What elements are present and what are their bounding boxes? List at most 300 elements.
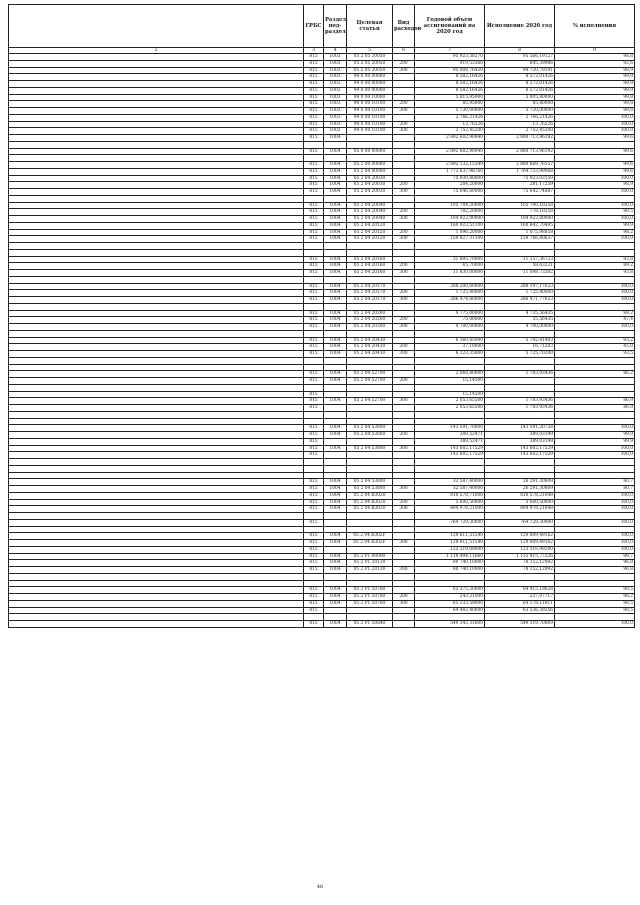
- row-name: [9, 87, 304, 94]
- annual-amount: 2 892 132,15349: [415, 162, 485, 169]
- section-code: 1003: [324, 87, 347, 94]
- grbs-code: 815: [304, 108, 324, 115]
- section-code: [324, 357, 347, 364]
- expense-type: 200: [393, 121, 415, 128]
- section-code: [324, 546, 347, 553]
- row-name: [9, 486, 304, 493]
- expense-type: [393, 276, 415, 283]
- target-article: 99 0 00 10100: [347, 114, 393, 121]
- execution-percent: 98,8: [555, 54, 635, 61]
- executed-amount: [485, 195, 555, 202]
- table-row: [9, 135, 635, 142]
- table-row: [9, 526, 635, 533]
- annual-amount: 75,00000: [415, 317, 485, 324]
- grbs-code: 815: [304, 60, 324, 67]
- execution-percent: [555, 330, 635, 337]
- expense-type: [393, 533, 415, 540]
- executed-amount: 129 809,49162: [485, 540, 555, 547]
- table-row: [9, 229, 635, 236]
- target-article: 05 2 00 00000: [347, 162, 393, 169]
- executed-amount: 13,76226: [485, 121, 555, 128]
- execution-percent: 89,2: [555, 263, 635, 270]
- grbs-code: 815: [304, 533, 324, 540]
- row-name: [9, 310, 304, 317]
- annual-amount: [415, 141, 485, 148]
- header-name: [9, 5, 304, 48]
- table-row: [9, 297, 635, 304]
- row-name: [9, 229, 304, 236]
- section-code: [324, 438, 347, 445]
- row-name: [9, 324, 304, 331]
- expense-type: [393, 202, 415, 209]
- annual-amount: [415, 195, 485, 202]
- grbs-code: [304, 513, 324, 520]
- annual-amount: [415, 459, 485, 466]
- section-code: 1003: [324, 128, 347, 135]
- target-article: [347, 614, 393, 621]
- execution-percent: [555, 459, 635, 466]
- execution-percent: 98,5: [555, 587, 635, 594]
- expense-type: 200: [393, 290, 415, 297]
- target-article: 05 0 00 00000: [347, 148, 393, 155]
- target-article: 05 2 04 20120: [347, 229, 393, 236]
- execution-percent: [555, 303, 635, 310]
- table-row: [9, 472, 635, 479]
- table-row: [9, 256, 635, 263]
- column-number: 6: [393, 48, 415, 54]
- grbs-code: 815: [304, 594, 324, 601]
- table-row: [9, 465, 635, 472]
- row-name: [9, 283, 304, 290]
- row-name: [9, 526, 304, 533]
- column-number: 3: [304, 48, 324, 54]
- section-code: 1004: [324, 135, 347, 142]
- annual-amount: [415, 573, 485, 580]
- row-name: [9, 256, 304, 263]
- table-row: [9, 580, 635, 587]
- section-code: [324, 141, 347, 148]
- row-name: [9, 270, 304, 277]
- annual-amount: 105 704,20000: [415, 202, 485, 209]
- expense-type: [393, 459, 415, 466]
- section-code: 1004: [324, 594, 347, 601]
- grbs-code: 815: [304, 519, 324, 526]
- row-name: [9, 506, 304, 513]
- section-code: 1004: [324, 540, 347, 547]
- grbs-code: 815: [304, 506, 324, 513]
- execution-percent: 99,6: [555, 162, 635, 169]
- grbs-code: 815: [304, 256, 324, 263]
- expense-type: [393, 384, 415, 391]
- table-row: [9, 324, 635, 331]
- execution-percent: 99,8: [555, 108, 635, 115]
- execution-percent: 92,6: [555, 60, 635, 67]
- target-article: 05 2 04 53800: [347, 486, 393, 493]
- target-article: 05 2 P1 20130: [347, 567, 393, 574]
- target-article: 05 2 P1 50840: [347, 621, 393, 628]
- table-row: [9, 513, 635, 520]
- target-article: 05 2 P1 50780: [347, 600, 393, 607]
- executed-amount: [485, 364, 555, 371]
- table-row: [9, 74, 635, 81]
- annual-amount: [415, 249, 485, 256]
- header-annual-volume: Годовой объем ассигнований на 2020 год: [415, 5, 485, 48]
- grbs-code: 815: [304, 344, 324, 351]
- expense-type: [393, 580, 415, 587]
- table-row: [9, 607, 635, 614]
- target-article: 05 2 04 00000: [347, 168, 393, 175]
- grbs-code: 815: [304, 182, 324, 189]
- target-article: 05 2 04 20040: [347, 202, 393, 209]
- executed-amount: 5 600,50000: [485, 499, 555, 506]
- grbs-code: 815: [304, 492, 324, 499]
- annual-amount: 1 725,40000: [415, 290, 485, 297]
- execution-percent: [555, 418, 635, 425]
- table-row: [9, 114, 635, 121]
- section-code: 1004: [324, 216, 347, 223]
- expense-type: [393, 330, 415, 337]
- target-article: 99 0 00 10100: [347, 121, 393, 128]
- section-code: 1004: [324, 189, 347, 196]
- target-article: [347, 249, 393, 256]
- table-row: [9, 614, 635, 621]
- grbs-code: 815: [304, 135, 324, 142]
- execution-percent: 99,9: [555, 432, 635, 439]
- annual-amount: 243,31000: [415, 594, 485, 601]
- table-row: [9, 236, 635, 243]
- target-article: 99 0 00 10100: [347, 108, 393, 115]
- annual-amount: 1 119 494,11660: [415, 553, 485, 560]
- grbs-code: 815: [304, 452, 324, 459]
- annual-amount: 288 200,60000: [415, 283, 485, 290]
- expense-type: [393, 472, 415, 479]
- execution-percent: [555, 357, 635, 364]
- target-article: 05 2 04 20170: [347, 290, 393, 297]
- table-row: [9, 364, 635, 371]
- section-code: 1004: [324, 202, 347, 209]
- table-row: [9, 162, 635, 169]
- grbs-code: [304, 155, 324, 162]
- annual-amount: [415, 580, 485, 587]
- row-name: [9, 263, 304, 270]
- annual-amount: 2 766,21426: [415, 114, 485, 121]
- grbs-code: 815: [304, 371, 324, 378]
- expense-type: 300: [393, 297, 415, 304]
- expense-type: [393, 168, 415, 175]
- target-article: 05 2 04 53800: [347, 432, 393, 439]
- annual-amount: [415, 357, 485, 364]
- execution-percent: [555, 384, 635, 391]
- table-row: [9, 519, 635, 526]
- grbs-code: [304, 303, 324, 310]
- table-row: [9, 567, 635, 574]
- annual-amount: 8 582,16426: [415, 74, 485, 81]
- table-row: [9, 587, 635, 594]
- execution-percent: 100,0: [555, 114, 635, 121]
- section-code: 1004: [324, 432, 347, 439]
- target-article: [347, 607, 393, 614]
- annual-amount: [415, 411, 485, 418]
- expense-type: [393, 526, 415, 533]
- execution-percent: 99,6: [555, 168, 635, 175]
- section-code: 1004: [324, 162, 347, 169]
- grbs-code: [304, 276, 324, 283]
- table-row: [9, 486, 635, 493]
- executed-amount: [485, 330, 555, 337]
- table-row: [9, 209, 635, 216]
- target-article: 05 2 04 20040: [347, 209, 393, 216]
- annual-amount: 104 922,00000: [415, 216, 485, 223]
- annual-amount: 143 602,17529: [415, 445, 485, 452]
- expense-type: [393, 195, 415, 202]
- expense-type: [393, 452, 415, 459]
- target-article: 99 0 00 00000: [347, 74, 393, 81]
- expense-type: 300: [393, 216, 415, 223]
- execution-percent: 100,0: [555, 621, 635, 628]
- table-row: [9, 317, 635, 324]
- execution-percent: 93,2: [555, 337, 635, 344]
- header-percent: % исполнения: [555, 5, 635, 48]
- row-name: [9, 479, 304, 486]
- expense-type: [393, 54, 415, 61]
- table-row: [9, 81, 635, 88]
- executed-amount: 105 700,10258: [485, 202, 555, 209]
- expense-type: [393, 135, 415, 142]
- row-name: [9, 182, 304, 189]
- executed-amount: 104 922,00000: [485, 216, 555, 223]
- target-article: 05 2 05 20050: [347, 54, 393, 61]
- annual-amount: 95 008,76420: [415, 67, 485, 74]
- annual-amount: 5 815,95000: [415, 94, 485, 101]
- row-name: [9, 432, 304, 439]
- table-row: [9, 540, 635, 547]
- section-code: 1004: [324, 222, 347, 229]
- table-row: [9, 553, 635, 560]
- execution-percent: 100,0: [555, 540, 635, 547]
- table-row: [9, 121, 635, 128]
- executed-amount: 95 566,19127: [485, 54, 555, 61]
- section-code: [324, 330, 347, 337]
- row-name: [9, 519, 304, 526]
- annual-amount: 2 892 602,90940: [415, 148, 485, 155]
- executed-amount: 2 880 669,76557: [485, 162, 555, 169]
- row-name: [9, 128, 304, 135]
- target-article: [347, 155, 393, 162]
- expense-type: 300: [393, 270, 415, 277]
- table-row: [9, 222, 635, 229]
- annual-amount: 549 343,31600: [415, 621, 485, 628]
- annual-amount: 286 474,80000: [415, 297, 485, 304]
- expense-type: 300: [393, 108, 415, 115]
- document-page: [8, 4, 634, 864]
- section-code: 1004: [324, 560, 347, 567]
- row-name: [9, 587, 304, 594]
- table-row: [9, 573, 635, 580]
- annual-amount: 123 319,09000: [415, 546, 485, 553]
- execution-percent: 98,9: [555, 182, 635, 189]
- expense-type: 200: [393, 317, 415, 324]
- row-name: [9, 425, 304, 432]
- executed-amount: 237,07717: [485, 594, 555, 601]
- section-code: 1004: [324, 290, 347, 297]
- executed-amount: 35,56435: [485, 317, 555, 324]
- expense-type: 300: [393, 128, 415, 135]
- target-article: 05 2 04 52700: [347, 398, 393, 405]
- execution-percent: 99,9: [555, 87, 635, 94]
- annual-amount: 810 578,71000: [415, 492, 485, 499]
- annual-amount: 1 096,20000: [415, 229, 485, 236]
- executed-amount: 288 197,17623: [485, 283, 555, 290]
- section-code: [324, 303, 347, 310]
- table-row: [9, 594, 635, 601]
- row-name: [9, 351, 304, 358]
- target-article: [347, 364, 393, 371]
- expense-type: [393, 256, 415, 263]
- annual-amount: [415, 364, 485, 371]
- row-name: [9, 540, 304, 547]
- grbs-code: 815: [304, 425, 324, 432]
- grbs-code: 815: [304, 310, 324, 317]
- section-code: 1004: [324, 587, 347, 594]
- section-code: 1004: [324, 263, 347, 270]
- expense-type: [393, 249, 415, 256]
- grbs-code: 815: [304, 499, 324, 506]
- header-expense-type: Вид расходов: [393, 5, 415, 48]
- section-code: [324, 195, 347, 202]
- annual-amount: 129 811,51540: [415, 540, 485, 547]
- section-code: 1003: [324, 60, 347, 67]
- target-article: 05 2 04 20030: [347, 175, 393, 182]
- section-code: 1004: [324, 600, 347, 607]
- section-code: 1004: [324, 371, 347, 378]
- executed-amount: 123 316,99200: [485, 546, 555, 553]
- section-code: 1004: [324, 317, 347, 324]
- grbs-code: 815: [304, 162, 324, 169]
- grbs-code: 815: [304, 297, 324, 304]
- target-article: [347, 472, 393, 479]
- grbs-code: [304, 384, 324, 391]
- execution-percent: 100,0: [555, 452, 635, 459]
- expense-type: [393, 371, 415, 378]
- execution-percent: 86,2: [555, 371, 635, 378]
- expense-type: [393, 513, 415, 520]
- executed-amount: 1 783,93436: [485, 405, 555, 412]
- executed-amount: 1 115 915,77226: [485, 553, 555, 560]
- executed-amount: [485, 384, 555, 391]
- annual-amount: 4 700,00000: [415, 324, 485, 331]
- target-article: 05 2 P1 50780: [347, 594, 393, 601]
- execution-percent: 100,0: [555, 519, 635, 526]
- execution-percent: [555, 614, 635, 621]
- table-row: [9, 432, 635, 439]
- expense-type: [393, 162, 415, 169]
- execution-percent: 47,4: [555, 317, 635, 324]
- expense-type: [393, 614, 415, 621]
- row-name: [9, 580, 304, 587]
- grbs-code: 815: [304, 189, 324, 196]
- target-article: [347, 573, 393, 580]
- target-article: 05 2 04 R3020: [347, 506, 393, 513]
- row-name: [9, 162, 304, 169]
- executed-amount: 281,17259: [485, 182, 555, 189]
- execution-percent: 98,5: [555, 607, 635, 614]
- grbs-code: [304, 249, 324, 256]
- execution-percent: 99,8: [555, 94, 635, 101]
- annual-amount: 5 730,00000: [415, 108, 485, 115]
- annual-amount: 2 053,65500: [415, 398, 485, 405]
- expense-type: [393, 94, 415, 101]
- expense-type: [393, 364, 415, 371]
- executed-amount: [485, 472, 555, 479]
- annual-amount: 65 375,20000: [415, 587, 485, 594]
- grbs-code: [304, 580, 324, 587]
- execution-percent: 100,0: [555, 189, 635, 196]
- annual-amount: 65 133,59000: [415, 600, 485, 607]
- annual-amount: 2 752,45200: [415, 128, 485, 135]
- annual-amount: 1 772 637,98760: [415, 168, 485, 175]
- grbs-code: 815: [304, 560, 324, 567]
- expense-type: 200: [393, 60, 415, 67]
- section-code: [324, 364, 347, 371]
- executed-amount: 64 178,11911: [485, 600, 555, 607]
- target-article: 05 2 05 20050: [347, 67, 393, 74]
- target-article: 99 0 00 10100: [347, 101, 393, 108]
- target-article: [347, 418, 393, 425]
- executed-amount: 5 725,70200: [485, 351, 555, 358]
- grbs-code: 815: [304, 432, 324, 439]
- target-article: 05 2 P1 00000: [347, 553, 393, 560]
- row-name: [9, 67, 304, 74]
- execution-percent: 100,0: [555, 425, 635, 432]
- row-name: [9, 155, 304, 162]
- executed-amount: 389,03199: [485, 432, 555, 439]
- grbs-code: 815: [304, 351, 324, 358]
- execution-percent: 86,9: [555, 398, 635, 405]
- annual-amount: 80 740,10000: [415, 560, 485, 567]
- row-name: [9, 357, 304, 364]
- annual-amount: 15,14500: [415, 391, 485, 398]
- expense-type: 200: [393, 263, 415, 270]
- grbs-code: 815: [304, 546, 324, 553]
- grbs-code: [304, 418, 324, 425]
- executed-amount: 94 720,79191: [485, 67, 555, 74]
- section-code: 1004: [324, 229, 347, 236]
- section-code: 1004: [324, 492, 347, 499]
- grbs-code: 815: [304, 337, 324, 344]
- annual-amount: 782,20000: [415, 209, 485, 216]
- annual-amount: 389,52471: [415, 432, 485, 439]
- executed-amount: [485, 378, 555, 385]
- section-code: [324, 465, 347, 472]
- table-row: [9, 128, 635, 135]
- grbs-code: 815: [304, 324, 324, 331]
- target-article: 05 2 04 20430: [347, 351, 393, 358]
- row-name: [9, 411, 304, 418]
- grbs-code: 815: [304, 148, 324, 155]
- executed-amount: 549 319,70809: [485, 621, 555, 628]
- section-code: 1004: [324, 533, 347, 540]
- table-row: [9, 182, 635, 189]
- executed-amount: 2 752,45200: [485, 128, 555, 135]
- row-name: [9, 607, 304, 614]
- expense-type: [393, 425, 415, 432]
- target-article: 99 0 00 00000: [347, 81, 393, 88]
- expense-type: 200: [393, 182, 415, 189]
- section-code: 1004: [324, 553, 347, 560]
- column-number: 2: [9, 48, 304, 54]
- executed-amount: 11 157,36723: [485, 256, 555, 263]
- row-name: [9, 621, 304, 628]
